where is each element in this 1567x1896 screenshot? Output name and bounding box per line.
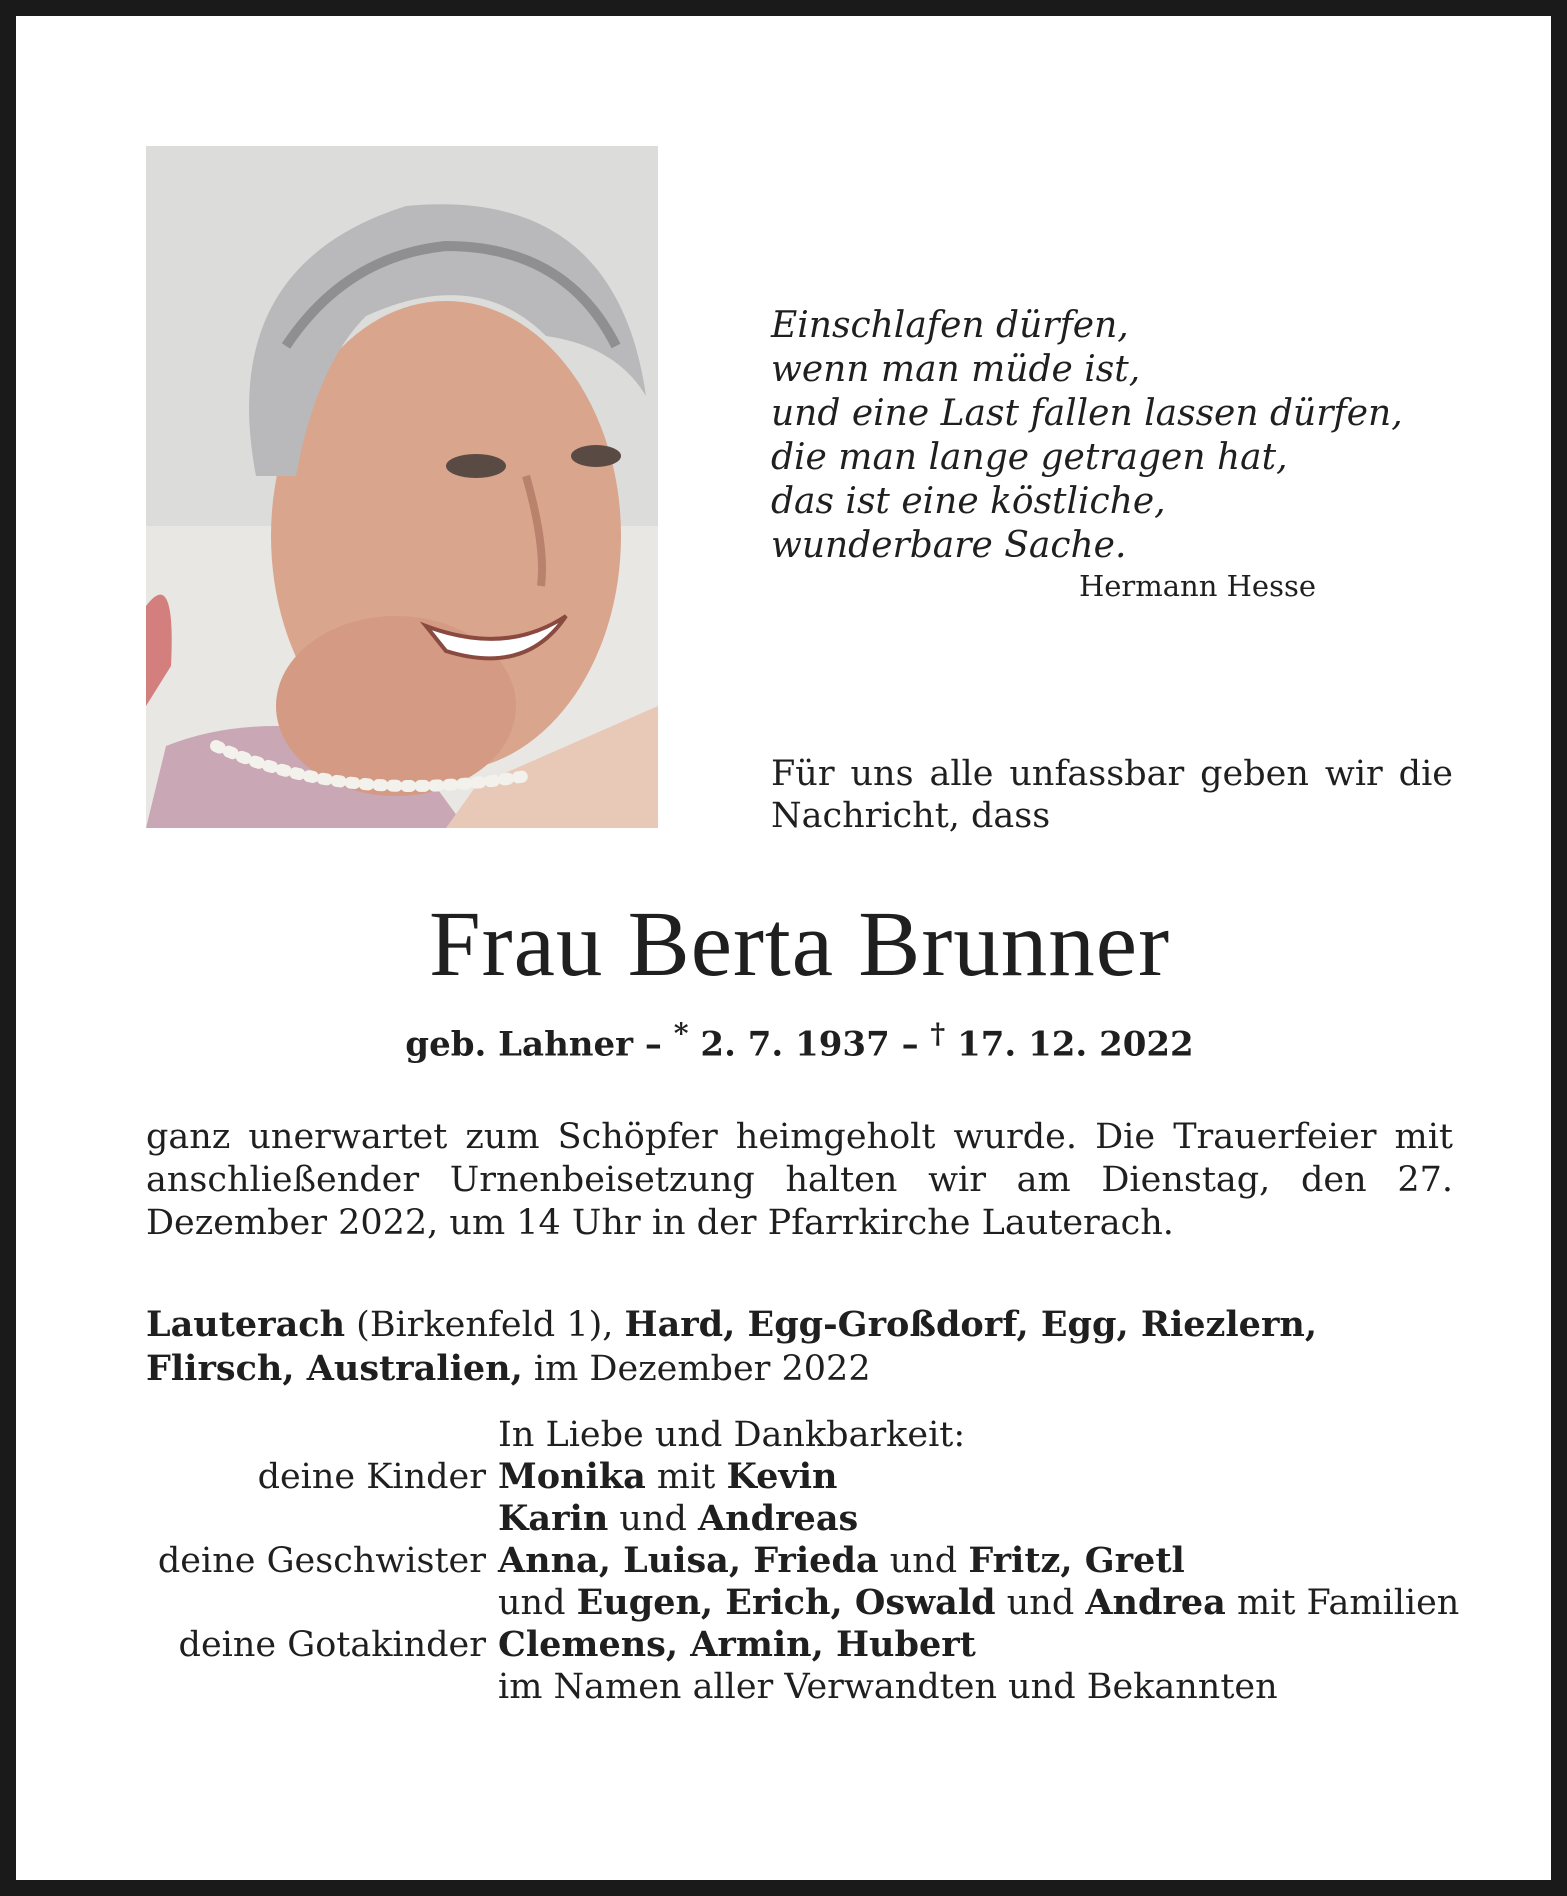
connector-text: mit Familien bbox=[1225, 1583, 1460, 1623]
death-date: 17. 12. 2022 bbox=[945, 1024, 1194, 1065]
mourner-name: Andreas bbox=[698, 1498, 859, 1539]
relation-label: deine Gotakinder bbox=[178, 1625, 486, 1665]
mourner-name: Kevin bbox=[726, 1456, 838, 1497]
relation-label bbox=[146, 1666, 498, 1708]
connector-text: und bbox=[878, 1541, 969, 1581]
mourner-names bbox=[498, 1624, 976, 1666]
connector-text: mit bbox=[645, 1457, 727, 1497]
mourner-names bbox=[498, 1498, 858, 1540]
mourner-row bbox=[146, 1624, 1466, 1666]
relation-label bbox=[146, 1498, 498, 1540]
connector-text: und bbox=[995, 1583, 1086, 1623]
signoff-label bbox=[146, 1414, 498, 1456]
maiden-name: geb. Lahner bbox=[405, 1024, 634, 1065]
mourner-names bbox=[498, 1456, 837, 1498]
mourner-row bbox=[146, 1582, 1466, 1624]
mourner-names bbox=[498, 1666, 1278, 1708]
connector-text: und bbox=[498, 1583, 577, 1623]
deceased-name: Frau Berta Brunner bbox=[428, 893, 1171, 996]
signoff bbox=[146, 1414, 1466, 1708]
poem-line: wenn man müde ist, bbox=[771, 349, 1141, 390]
mourner-row bbox=[146, 1540, 1466, 1582]
portrait-photo bbox=[146, 146, 658, 828]
poem-author: Hermann Hesse bbox=[1078, 569, 1316, 603]
mourner-row bbox=[146, 1666, 1466, 1708]
birth-death-line bbox=[146, 1012, 1453, 1065]
separator: – bbox=[889, 1024, 931, 1065]
poem-line: das ist eine köstliche, bbox=[771, 481, 1166, 522]
place-list: Hard, Egg-Großdorf, Egg, Riezlern, Flirsch, Australien, bbox=[146, 1304, 1318, 1389]
poem-line: Einschlafen dürfen, bbox=[771, 305, 1129, 346]
birth-date: 2. 7. 1937 bbox=[688, 1024, 890, 1065]
place-note: (Birkenfeld 1), bbox=[345, 1305, 625, 1345]
intro-text: Für uns alle unfassbar geben wir die Nachricht, dass bbox=[771, 754, 1453, 836]
born-mark: * bbox=[673, 1016, 689, 1050]
mourner-names bbox=[498, 1582, 1459, 1624]
poem-line: wunderbare Sache. bbox=[771, 525, 1127, 566]
relation-label bbox=[146, 1582, 498, 1624]
funeral-announcement: ganz unerwartet zum Schöpfer heimgeholt wurde. Die Trauerfeier mit anschließender Urnenbeisetzung halten wir am Dienstag, den 27. Dezember 2022, um 14 Uhr in der Pfarrkirche Lauterach. bbox=[146, 1117, 1453, 1243]
signoff-heading: In Liebe und Dankbarkeit: bbox=[498, 1415, 966, 1455]
separator: – bbox=[633, 1024, 674, 1065]
mourner-row bbox=[146, 1498, 1466, 1540]
mourner-name: Karin bbox=[498, 1498, 609, 1539]
place-date: im Dezember 2022 bbox=[522, 1349, 871, 1389]
connector-text: im Namen aller Verwandten und Bekannten bbox=[498, 1667, 1278, 1707]
mourner-rows bbox=[146, 1456, 1466, 1708]
mourner-names bbox=[498, 1540, 1185, 1582]
portrait-illustration bbox=[146, 146, 658, 828]
mourner-name: Fritz, Gretl bbox=[968, 1540, 1185, 1581]
poem-line: die man lange getragen hat, bbox=[771, 437, 1288, 478]
poem bbox=[771, 304, 1403, 568]
relation-label: deine Kinder bbox=[257, 1457, 486, 1497]
places-line bbox=[146, 1303, 1453, 1391]
place-primary: Lauterach bbox=[146, 1304, 346, 1345]
relation-label: deine Geschwister bbox=[157, 1541, 486, 1581]
died-mark: † bbox=[930, 1016, 946, 1050]
poem-line: und eine Last fallen lassen dürfen, bbox=[771, 393, 1403, 434]
connector-text: und bbox=[608, 1499, 699, 1539]
signoff-heading-row bbox=[146, 1414, 1466, 1456]
mourner-name: Andrea bbox=[1085, 1582, 1226, 1623]
mourner-row bbox=[146, 1456, 1466, 1498]
mourner-name: Eugen, Erich, Oswald bbox=[576, 1582, 996, 1623]
mourner-name: Anna, Luisa, Frieda bbox=[498, 1540, 879, 1581]
mourner-name: Clemens, Armin, Hubert bbox=[498, 1624, 976, 1665]
mourner-name: Monika bbox=[498, 1456, 646, 1497]
